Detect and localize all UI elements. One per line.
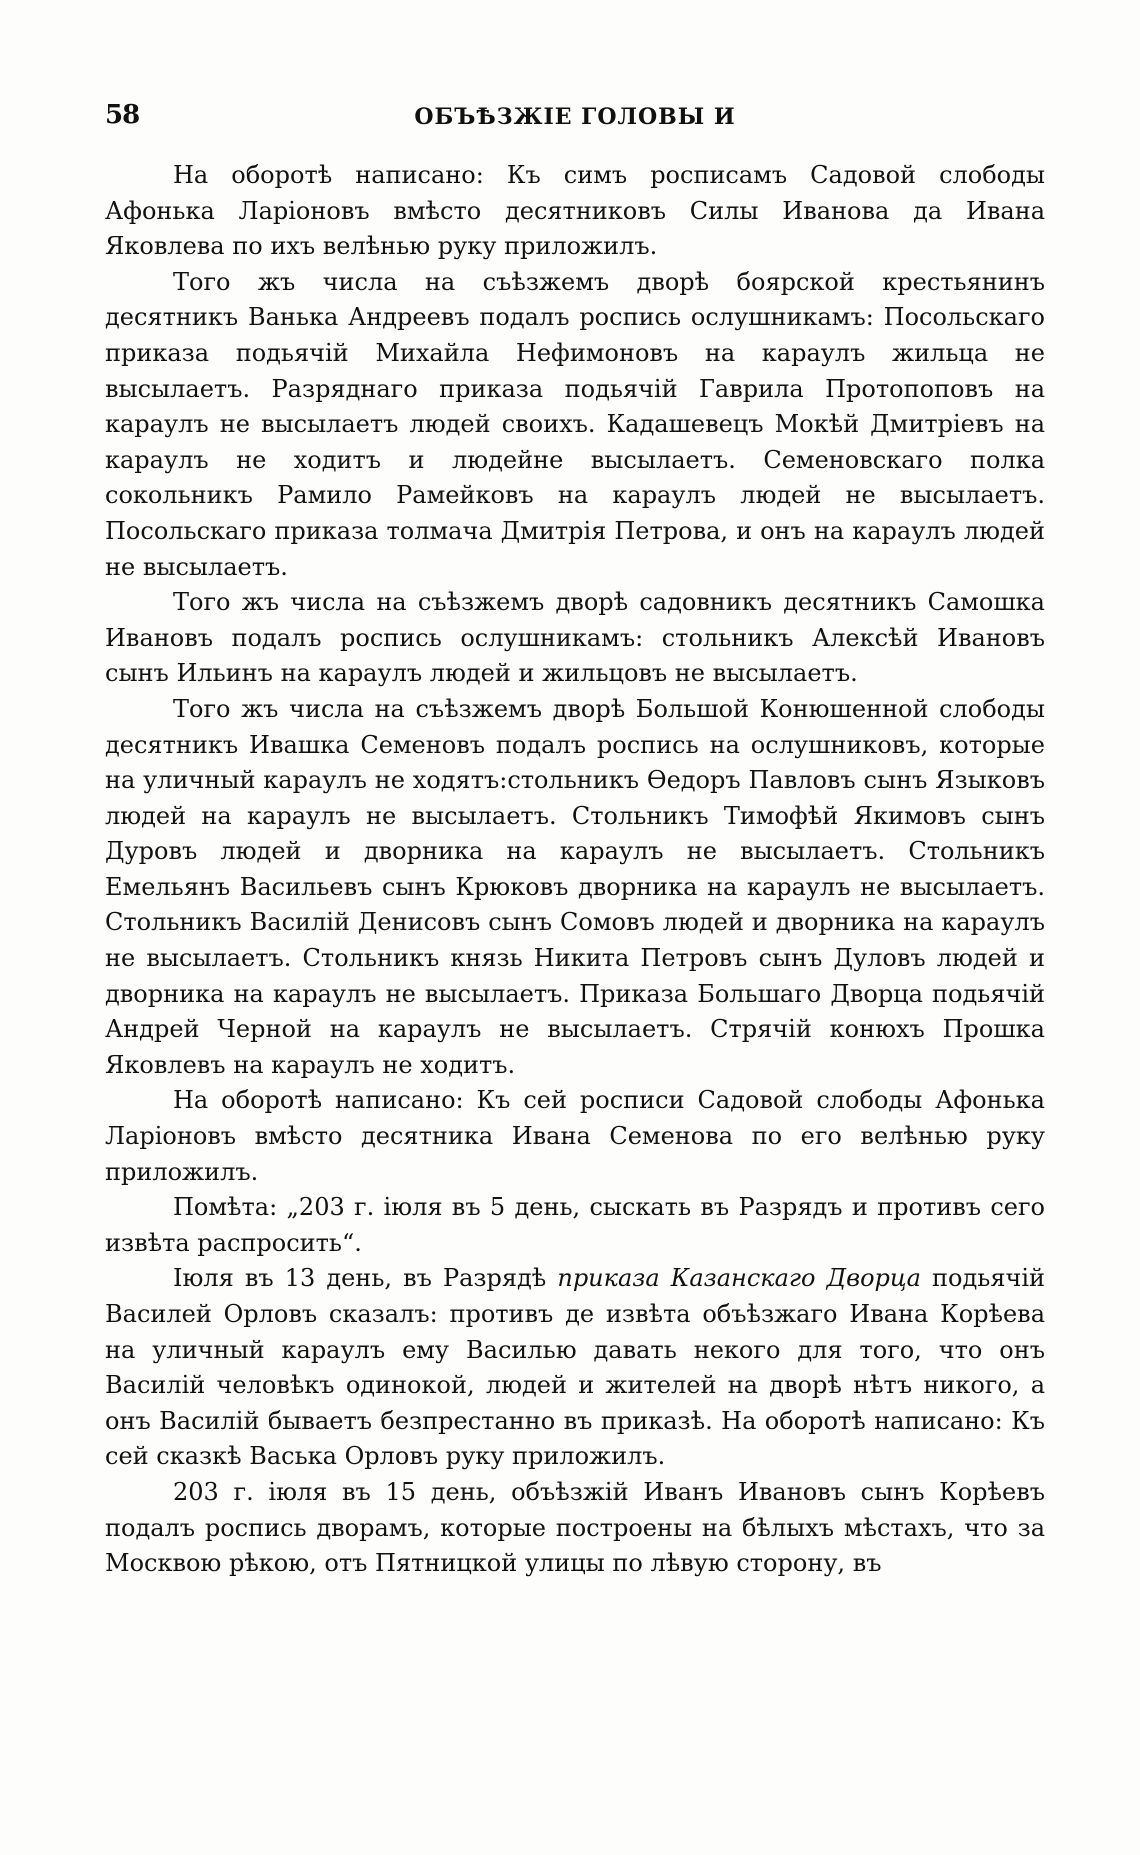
page-number: 58 [105, 100, 140, 130]
paragraph-2: Того жъ числа на съѣзжемъ дворѣ боярской крестьянинъ десятникъ Ванька Андреевъ подалъ роспись ослушникамъ: Посольскаго приказа подьячій Михайла Нефимоновъ на караулъ жильца не высылаетъ. Разряднаго приказа подьячій Гаврила Протопоповъ на караулъ не высылаетъ людей своихъ. Кадашевецъ Мокѣй Дмитріевъ на караулъ не ходитъ и людейне высылаетъ. Семеновскаго полка сокольникъ Рамило Рамейковъ на караулъ людей не высылаетъ. Посольскаго приказа толмача Дмитрія Петрова, и онъ на караулъ людей не высылаетъ. [105, 267, 1045, 581]
body-text [105, 158, 1045, 1582]
paragraph-4: Того жъ числа на съѣзжемъ дворѣ Большой Конюшенной слободы десятникъ Ивашка Семеновъ подалъ роспись на ослушниковъ, которые на уличный караулъ не ходятъ:стольникъ Ѳедоръ Павловъ сынъ Языковъ людей на караулъ не высылаетъ. Стольникъ Тимофѣй Якимовъ сынъ Дуровъ людей и дворника на караулъ не высылаетъ. Стольникъ Емельянъ Васильевъ сынъ Крюковъ дворника на караулъ не высылаетъ. Стольникъ Василій Денисовъ сынъ Сомовъ людей и дворника на караулъ не высылаетъ. Стольникъ князь Никита Петровъ сынъ Дуловъ людей и дворника на караулъ не высылаетъ. Приказа Большаго Дворца подьячій Андрей Черной на караулъ не высылаетъ. Стрячій конюхъ Прошка Яковлевъ на караулъ не ходитъ. [105, 694, 1045, 1079]
paragraph-7-before: Іюля въ 13 день, въ Разрядѣ [173, 1264, 558, 1293]
running-head: ОБЪѢЗЖІЕ ГОЛОВЫ И [414, 104, 736, 130]
paragraph-5: На оборотѣ написано: Къ сей росписи Садовой слободы Афонька Ларіоновъ вмѣсто десятника Ивана Семенова по его велѣнью руку приложилъ. [105, 1086, 1045, 1186]
paragraph-1: На оборотѣ написано: Къ симъ росписамъ Садовой слободы Афонька Ларіоновъ вмѣсто десятниковъ Силы Иванова да Ивана Яковлева по ихъ велѣнью руку приложилъ. [105, 161, 1045, 261]
paragraph-6: Помѣта: „203 г. іюля въ 5 день, сыскать въ Разрядъ и противъ сего извѣта распросить“. [105, 1193, 1045, 1257]
paragraph-8: 203 г. іюля въ 15 день, объѣзжій Иванъ Ивановъ сынъ Корѣевъ подалъ роспись дворамъ, которые построены на бѣлыхъ мѣстахъ, что за Москвою рѣкою, отъ Пятницкой улицы по лѣвую сторону, въ [105, 1477, 1045, 1578]
paragraph-7 [105, 1261, 1045, 1475]
paragraph-7-italic: приказа Казанскаго Дворца [557, 1264, 921, 1293]
paragraph-3: Того жъ числа на съѣзжемъ дворѣ садовникъ десятникъ Самошка Ивановъ подалъ роспись ослушникамъ: стольникъ Алексѣй Ивановъ сынъ Ильинъ на караулъ людей и жильцовъ не высылаетъ. [105, 588, 1045, 688]
paragraph-7-after: подьячій Василей Орловъ сказалъ: противъ де извѣта объѣзжаго Ивана Корѣева на уличный караулъ ему Василью давать некого для того, что онъ Василій человѣкъ одинокой, людей и жителей на дворѣ нѣтъ никого, а онъ Василій бываетъ безпрестанно въ приказѣ. На оборотѣ написано: Къ сей сказкѣ Васька Орловъ руку приложилъ. [105, 1264, 1046, 1471]
page-header [105, 100, 1045, 140]
